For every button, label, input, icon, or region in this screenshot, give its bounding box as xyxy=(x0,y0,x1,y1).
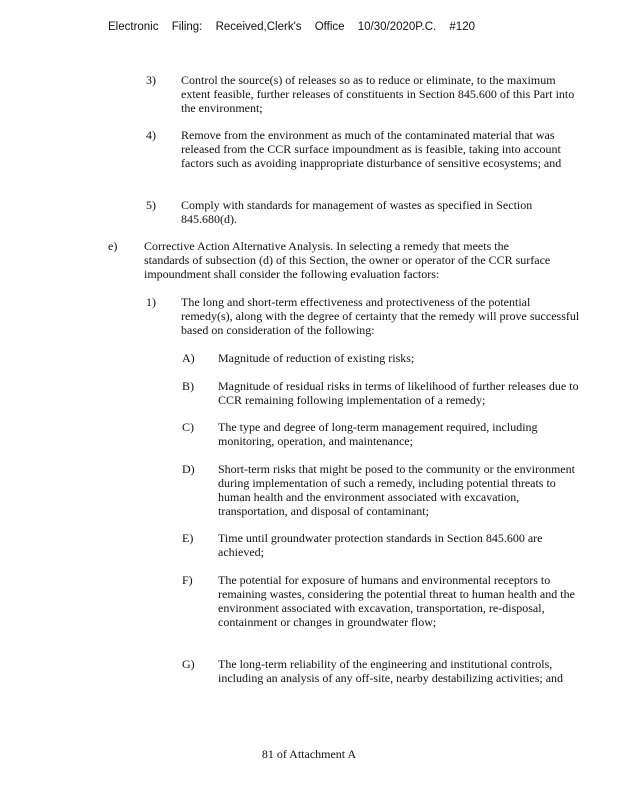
section-text: Corrective Action Alternative Analysis. In selecting a remedy that meets the standards of subsection (d) of this Section, the owner or operator of the CCR surface impoundment shall consider the following evaluation factors: xyxy=(144,239,551,281)
item-text: Comply with standards for management of wastes as specified in Section 845.680(d). xyxy=(181,198,533,226)
header-date: 10/30/2020P.C. xyxy=(357,21,437,33)
sub-item-text: Magnitude of reduction of existing risks; xyxy=(218,351,415,365)
header-office: Office xyxy=(314,21,345,33)
sub-item-letter: G) xyxy=(182,657,195,671)
section-number: e) xyxy=(108,239,118,253)
sub-item-letter: C) xyxy=(182,420,194,434)
header-electronic: Electronic xyxy=(108,21,159,33)
sub-item-letter: B) xyxy=(182,379,194,393)
sub-item-text: The type and degree of long-term management required, including monitoring, operation, and maintenance; xyxy=(218,420,538,448)
sub-item-letter: F) xyxy=(182,573,193,587)
page-header xyxy=(108,20,485,34)
sub-item-letter: D) xyxy=(182,462,195,476)
page-footer: 81 of Attachment A xyxy=(261,747,357,761)
header-received: Received,Clerk's xyxy=(215,21,302,33)
item-number: 1) xyxy=(146,295,156,309)
item-number: 4) xyxy=(146,128,156,142)
item-text: Control the source(s) of releases so as to reduce or eliminate, to the maximum extent feasible, further releases of constituents in Section 845.600 of this Part into the environment; xyxy=(181,73,575,115)
item-text: The long and short-term effectiveness and protectiveness of the potential remedy(s), along with the degree of certainty that the remedy will prove successful based on consideration of the following: xyxy=(181,295,580,337)
sub-item-text: The long-term reliability of the engineering and institutional controls, including an analysis of any off-site, nearby destabilizing activities; and xyxy=(218,657,564,685)
item-number: 5) xyxy=(146,198,156,212)
sub-item-text: The potential for exposure of humans and environmental receptors to remaining wastes, considering the potential threat to human health and the environment associated with excavation, transportation, re-disposal, containment or changes in groundwater flow; xyxy=(218,573,575,629)
sub-item-letter: E) xyxy=(182,531,194,545)
header-filing: Filing: xyxy=(171,21,203,33)
sub-item-text: Short-term risks that might be posed to the community or the environment during implementation of such a remedy, including potential threats to human health and the environment associated with excavation, transportation, and disposal of contaminant; xyxy=(218,462,575,518)
sub-item-text: Magnitude of residual risks in terms of likelihood of further releases due to CCR remaining following implementation of a remedy; xyxy=(218,379,579,407)
sub-item-letter: A) xyxy=(182,351,195,365)
item-number: 3) xyxy=(146,73,156,87)
item-text: Remove from the environment as much of the contaminated material that was released from the CCR surface impoundment as is feasible, taking into account factors such as avoiding inappropriate disturbance of sensitive ecosystems; and xyxy=(181,128,562,170)
header-number: #120 xyxy=(449,21,475,33)
sub-item-text: Time until groundwater protection standards in Section 845.600 are achieved; xyxy=(218,531,543,559)
